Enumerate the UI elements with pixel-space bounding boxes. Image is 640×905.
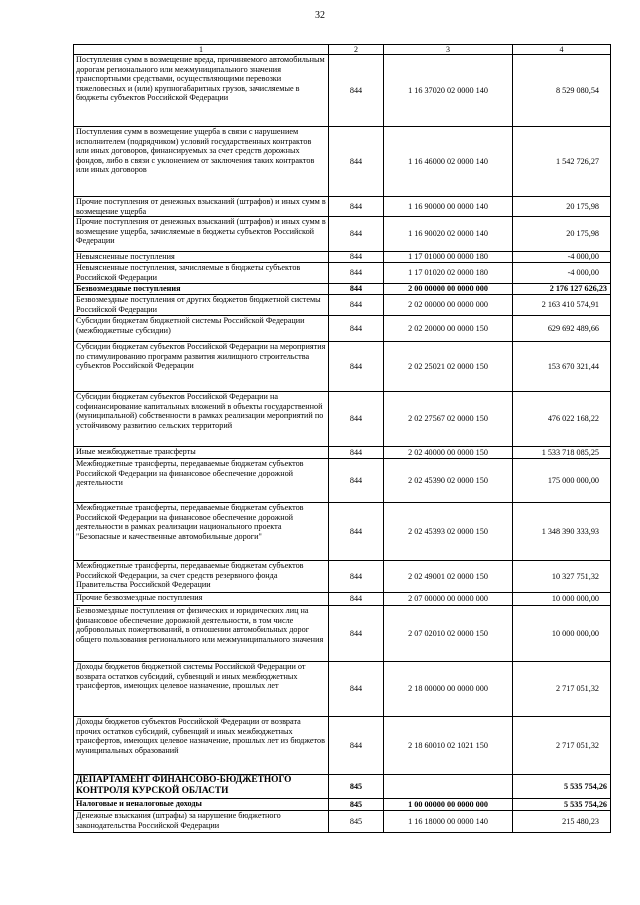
row-admin-code: 844 [329,127,384,197]
table-row [74,316,611,342]
row-budget-code: 2 02 25021 02 0000 150 [384,342,513,392]
table-row [74,197,611,217]
row-amount: 5 535 754,26 [513,799,611,811]
row-description: Субсидии бюджетам субъектов Российской Федерации на мероприятия по стимулированию программ развития жилищного строительства субъектов Российской Федерации [74,342,329,392]
row-budget-code: 2 18 60010 02 1021 150 [384,717,513,775]
row-description: Межбюджетные трансферты, передаваемые бюджетам субъектов Российской Федерации на финансовое обеспечение дорожной деятельности в рамках реализации национального проекта "Безопасные и качественные автомобильные дороги" [74,503,329,561]
row-admin-code: 844 [329,342,384,392]
row-admin-code: 844 [329,217,384,252]
table-row [74,593,611,606]
row-admin-code: 844 [329,503,384,561]
row-admin-code: 844 [329,459,384,503]
row-description: Межбюджетные трансферты, передаваемые бюджетам субъектов Российской Федерации на финансовое обеспечение дорожной деятельности [74,459,329,503]
table-row [74,263,611,284]
row-description: Доходы бюджетов субъектов Российской Федерации от возврата прочих остатков субсидий, субвенций и иных межбюджетных трансфертов, имеющих целевое назначение, прошлых лет из бюджетов муниципальных образований [74,717,329,775]
row-budget-code: 2 00 00000 00 0000 000 [384,284,513,295]
row-budget-code: 2 02 00000 00 0000 000 [384,295,513,316]
row-admin-code: 845 [329,775,384,799]
row-admin-code: 844 [329,252,384,263]
row-admin-code: 844 [329,717,384,775]
row-admin-code: 844 [329,561,384,593]
row-amount: 153 670 321,44 [513,342,611,392]
row-description: Поступления сумм в возмещение ущерба в связи с нарушением исполнителем (подрядчиком) условий государственных контрактов или иных договоров, финансируемых за счет средств дорожных фондов, либо в связи с уклонением от заключения таких контрактов или иных договоров [74,127,329,197]
table-row [74,799,611,811]
row-amount: 2 176 127 626,23 [513,284,611,295]
row-budget-code: 2 07 02010 02 0000 150 [384,606,513,662]
row-amount: 2 717 051,32 [513,662,611,717]
table-row [74,392,611,447]
row-description: Прочие поступления от денежных взысканий (штрафов) и иных сумм в возмещение ущерба [74,197,329,217]
row-budget-code: 1 16 90000 00 0000 140 [384,197,513,217]
row-amount: 175 000 000,00 [513,459,611,503]
row-description: ДЕПАРТАМЕНТ ФИНАНСОВО-БЮДЖЕТНОГО КОНТРОЛЯ КУРСКОЙ ОБЛАСТИ [74,775,329,799]
row-amount: 10 000 000,00 [513,593,611,606]
row-admin-code: 844 [329,316,384,342]
row-budget-code: 1 16 37020 02 0000 140 [384,55,513,127]
revenue-table [73,44,611,833]
row-amount: 8 529 080,54 [513,55,611,127]
row-budget-code: 2 18 00000 00 0000 000 [384,662,513,717]
row-admin-code: 844 [329,392,384,447]
row-description: Поступления сумм в возмещение вреда, причиняемого автомобильным дорогам регионального или межмуниципального значения транспортными средствами, осуществляющими перевозки тяжеловесных и (или) крупногабаритных грузов, зачисляемые в бюджеты субъектов Российской Федерации [74,55,329,127]
table-row [74,295,611,316]
row-description: Безвозмездные поступления от других бюджетов бюджетной системы Российской Федерации [74,295,329,316]
row-budget-code: 2 02 49001 02 0000 150 [384,561,513,593]
table-row [74,811,611,833]
row-admin-code: 844 [329,295,384,316]
row-budget-code: 2 02 45393 02 0000 150 [384,503,513,561]
row-description: Субсидии бюджетам бюджетной системы Российской Федерации (межбюджетные субсидии) [74,316,329,342]
row-budget-code: 1 16 18000 00 0000 140 [384,811,513,833]
row-admin-code: 844 [329,197,384,217]
table-row [74,606,611,662]
row-admin-code: 845 [329,799,384,811]
header-col-2: 2 [329,45,384,55]
row-description: Межбюджетные трансферты, передаваемые бюджетам субъектов Российской Федерации, за счет средств резервного фонда Правительства Российской Федерации [74,561,329,593]
row-admin-code: 844 [329,284,384,295]
row-description: Невыясненные поступления [74,252,329,263]
row-description: Налоговые и неналоговые доходы [74,799,329,811]
header-col-1: 1 [74,45,329,55]
row-budget-code: 1 16 46000 02 0000 140 [384,127,513,197]
row-amount: 1 533 718 085,25 [513,447,611,459]
row-budget-code: 1 00 00000 00 0000 000 [384,799,513,811]
row-budget-code: 2 02 27567 02 0000 150 [384,392,513,447]
row-budget-code: 2 02 20000 00 0000 150 [384,316,513,342]
row-amount: -4 000,00 [513,252,611,263]
row-description: Безвозмездные поступления от физических и юридических лиц на финансовое обеспечение дорожной деятельности, в том числе добровольных пожертвований, в отношении автомобильных дорог общего пользования регионального или межмуниципального значения [74,606,329,662]
row-admin-code: 844 [329,662,384,717]
row-amount: 5 535 754,26 [513,775,611,799]
row-amount: 10 327 751,32 [513,561,611,593]
table-row [74,252,611,263]
table-row [74,503,611,561]
row-budget-code [384,775,513,799]
row-budget-code: 1 17 01000 00 0000 180 [384,252,513,263]
row-admin-code: 844 [329,606,384,662]
row-budget-code: 1 17 01020 02 0000 180 [384,263,513,284]
table-row [74,284,611,295]
row-budget-code: 2 02 40000 00 0000 150 [384,447,513,459]
row-budget-code: 2 07 00000 00 0000 000 [384,593,513,606]
page-number: 32 [315,10,325,21]
row-description: Доходы бюджетов бюджетной системы Российской Федерации от возврата остатков субсидий, субвенций и иных межбюджетных трансфертов, имеющих целевое назначение, прошлых лет [74,662,329,717]
table-row [74,717,611,775]
table-row [74,662,611,717]
table-row [74,561,611,593]
row-amount: 10 000 000,00 [513,606,611,662]
row-description: Денежные взыскания (штрафы) за нарушение бюджетного законодательства Российской Федерации [74,811,329,833]
table-row [74,55,611,127]
row-amount: 1 542 726,27 [513,127,611,197]
row-description: Невыясненные поступления, зачисляемые в бюджеты субъектов Российской Федерации [74,263,329,284]
row-amount: 1 348 390 333,93 [513,503,611,561]
row-admin-code: 844 [329,593,384,606]
row-amount: 476 022 168,22 [513,392,611,447]
table-row [74,342,611,392]
table-row [74,459,611,503]
row-budget-code: 2 02 45390 02 0000 150 [384,459,513,503]
table-row [74,447,611,459]
header-col-3: 3 [384,45,513,55]
row-budget-code: 1 16 90020 02 0000 140 [384,217,513,252]
row-admin-code: 845 [329,811,384,833]
row-description: Безвозмездные поступления [74,284,329,295]
row-amount: 215 480,23 [513,811,611,833]
row-amount: 20 175,98 [513,197,611,217]
table-header-row [74,45,611,55]
row-amount: 2 717 051,32 [513,717,611,775]
row-description: Субсидии бюджетам субъектов Российской Федерации на софинансирование капитальных вложений в объекты государственной (муниципальной) собственности в рамках реализации мероприятий по устойчивому развитию сельских территорий [74,392,329,447]
table-row [74,127,611,197]
row-admin-code: 844 [329,55,384,127]
row-description: Прочие безвозмездные поступления [74,593,329,606]
row-amount: 629 692 489,66 [513,316,611,342]
row-admin-code: 844 [329,447,384,459]
row-admin-code: 844 [329,263,384,284]
row-description: Иные межбюджетные трансферты [74,447,329,459]
table-row [74,217,611,252]
row-amount: 20 175,98 [513,217,611,252]
header-col-4: 4 [513,45,611,55]
row-amount: 2 163 410 574,91 [513,295,611,316]
row-amount: -4 000,00 [513,263,611,284]
row-description: Прочие поступления от денежных взысканий (штрафов) и иных сумм в возмещение ущерба, зачисляемые в бюджеты субъектов Российской Федерации [74,217,329,252]
table-row [74,775,611,799]
